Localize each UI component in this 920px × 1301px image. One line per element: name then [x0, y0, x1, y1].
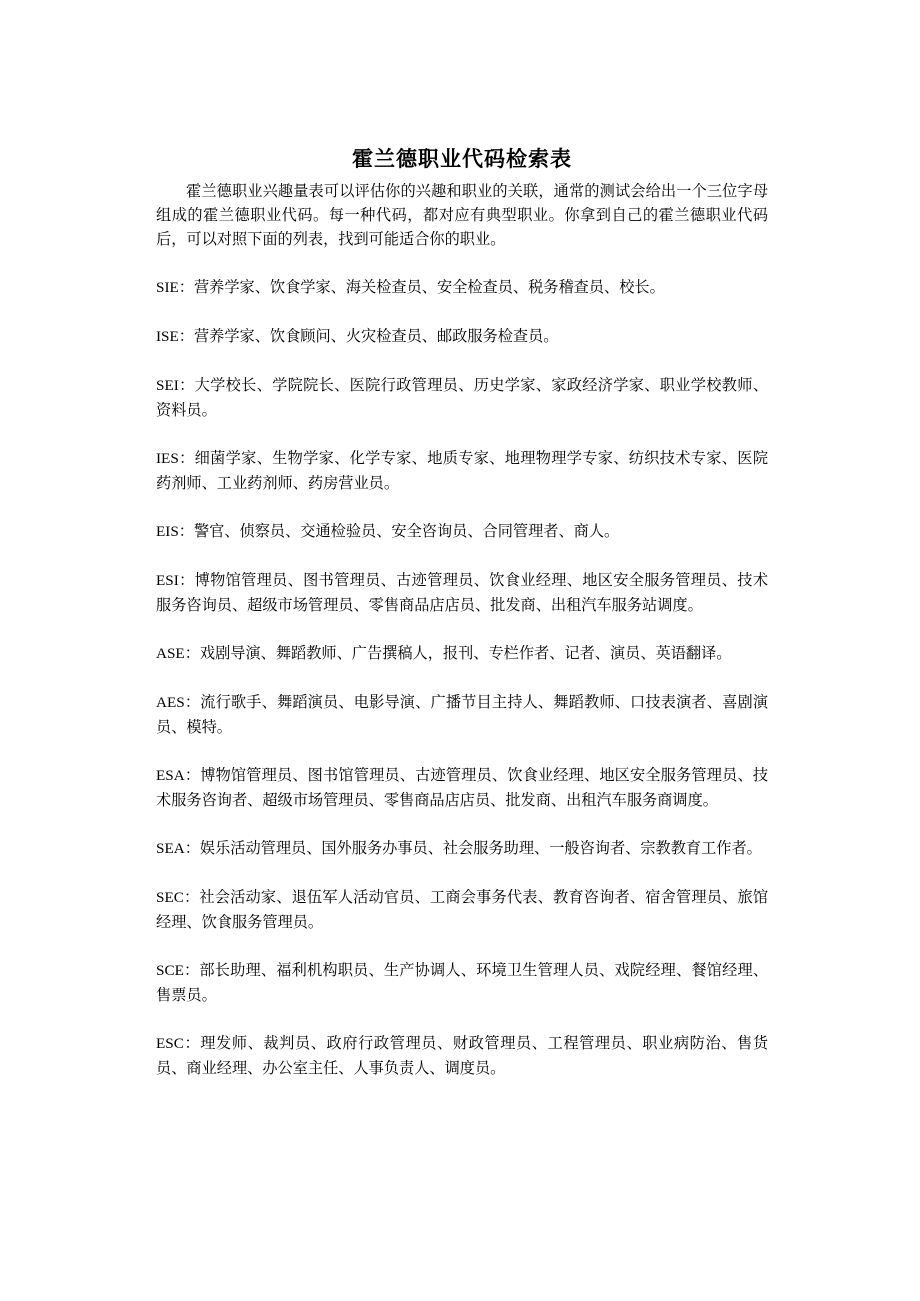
career-code-entry	[156, 958, 768, 1007]
occupation-list: ：营养学家、饮食顾问、火灾检查员、邮政服务检查员。	[178, 327, 559, 345]
occupation-list: ：大学校长、学院院长、医院行政管理员、历史学家、家政经济学家、职业学校教师、资料员。	[156, 376, 768, 419]
holland-code: IES	[156, 450, 179, 467]
occupation-list: ：营养学家、饮食学家、海关检查员、安全检查员、税务稽查员、校长。	[178, 278, 665, 296]
career-code-entry	[156, 324, 768, 349]
holland-code: ESC	[156, 1035, 184, 1052]
career-code-entry	[156, 519, 768, 544]
career-code-entry	[156, 373, 768, 422]
career-code-entry	[156, 690, 768, 739]
holland-code: AES	[156, 694, 185, 711]
occupation-list: ：理发师、裁判员、政府行政管理员、财政管理员、工程管理员、职业病防治、售货员、商业经理、办公室主任、人事负责人、调度员。	[156, 1034, 768, 1077]
occupation-list: ：博物馆管理员、图书管理员、古迹管理员、饮食业经理、地区安全服务管理员、技术服务咨询员、超级市场管理员、零售商品店店员、批发商、出租汽车服务站调度。	[156, 571, 768, 614]
holland-code: SEC	[156, 889, 184, 906]
holland-code: ASE	[156, 645, 185, 662]
occupation-list: ：警官、侦察员、交通检验员、安全咨询员、合同管理者、商人。	[178, 522, 620, 540]
career-code-entry	[156, 763, 768, 812]
occupation-list: ：博物馆管理员、图书馆管理员、古迹管理员、饮食业经理、地区安全服务管理员、技术服务咨询者、超级市场管理员、零售商品店店员、批发商、出租汽车服务商调度。	[156, 766, 768, 809]
career-code-entry	[156, 885, 768, 934]
career-code-entry	[156, 446, 768, 495]
career-code-entry	[156, 641, 768, 666]
occupation-list: ：部长助理、福利机构职员、生产协调人、环境卫生管理人员、戏院经理、餐馆经理、售票员。	[156, 961, 768, 1004]
holland-code: ESI	[156, 572, 179, 589]
occupation-list: ：社会活动家、退伍军人活动官员、工商会事务代表、教育咨询者、宿舍管理员、旅馆经理、饮食服务管理员。	[156, 888, 768, 931]
holland-code: SEI	[156, 377, 179, 394]
occupation-list: ：戏剧导演、舞蹈教师、广告撰稿人，报刊、专栏作者、记者、演员、英语翻译。	[184, 644, 732, 662]
intro-paragraph: 霍兰德职业兴趣量表可以评估你的兴趣和职业的关联，通常的测试会给出一个三位字母组成的霍兰德职业代码。每一种代码，都对应有典型职业。你拿到自己的霍兰德职业代码后，可以对照下面的列表，找到可能适合你的职业。	[156, 182, 768, 248]
holland-code: ISE	[156, 328, 179, 345]
occupation-list: ：娱乐活动管理员、国外服务办事员、社会服务助理、一般咨询者、宗教教育工作者。	[184, 839, 762, 857]
occupation-list: ：细菌学家、生物学家、化学专家、地质专家、地理物理学专家、纺织技术专家、医院药剂师、工业药剂师、药房营业员。	[156, 449, 768, 492]
document-title: 霍兰德职业代码检索表	[352, 147, 572, 171]
career-code-entry	[156, 275, 768, 300]
career-code-entry	[156, 568, 768, 617]
occupation-list: ：流行歌手、舞蹈演员、电影导演、广播节目主持人、舞蹈教师、口技表演者、喜剧演员、模特。	[156, 693, 768, 736]
holland-code: SIE	[156, 279, 179, 296]
document-body	[156, 143, 768, 1104]
holland-code: ESA	[156, 767, 185, 784]
holland-code: SEA	[156, 840, 185, 857]
holland-code: SCE	[156, 962, 184, 979]
career-code-entry	[156, 1031, 768, 1080]
career-code-entry	[156, 836, 768, 861]
holland-code: EIS	[156, 523, 179, 540]
